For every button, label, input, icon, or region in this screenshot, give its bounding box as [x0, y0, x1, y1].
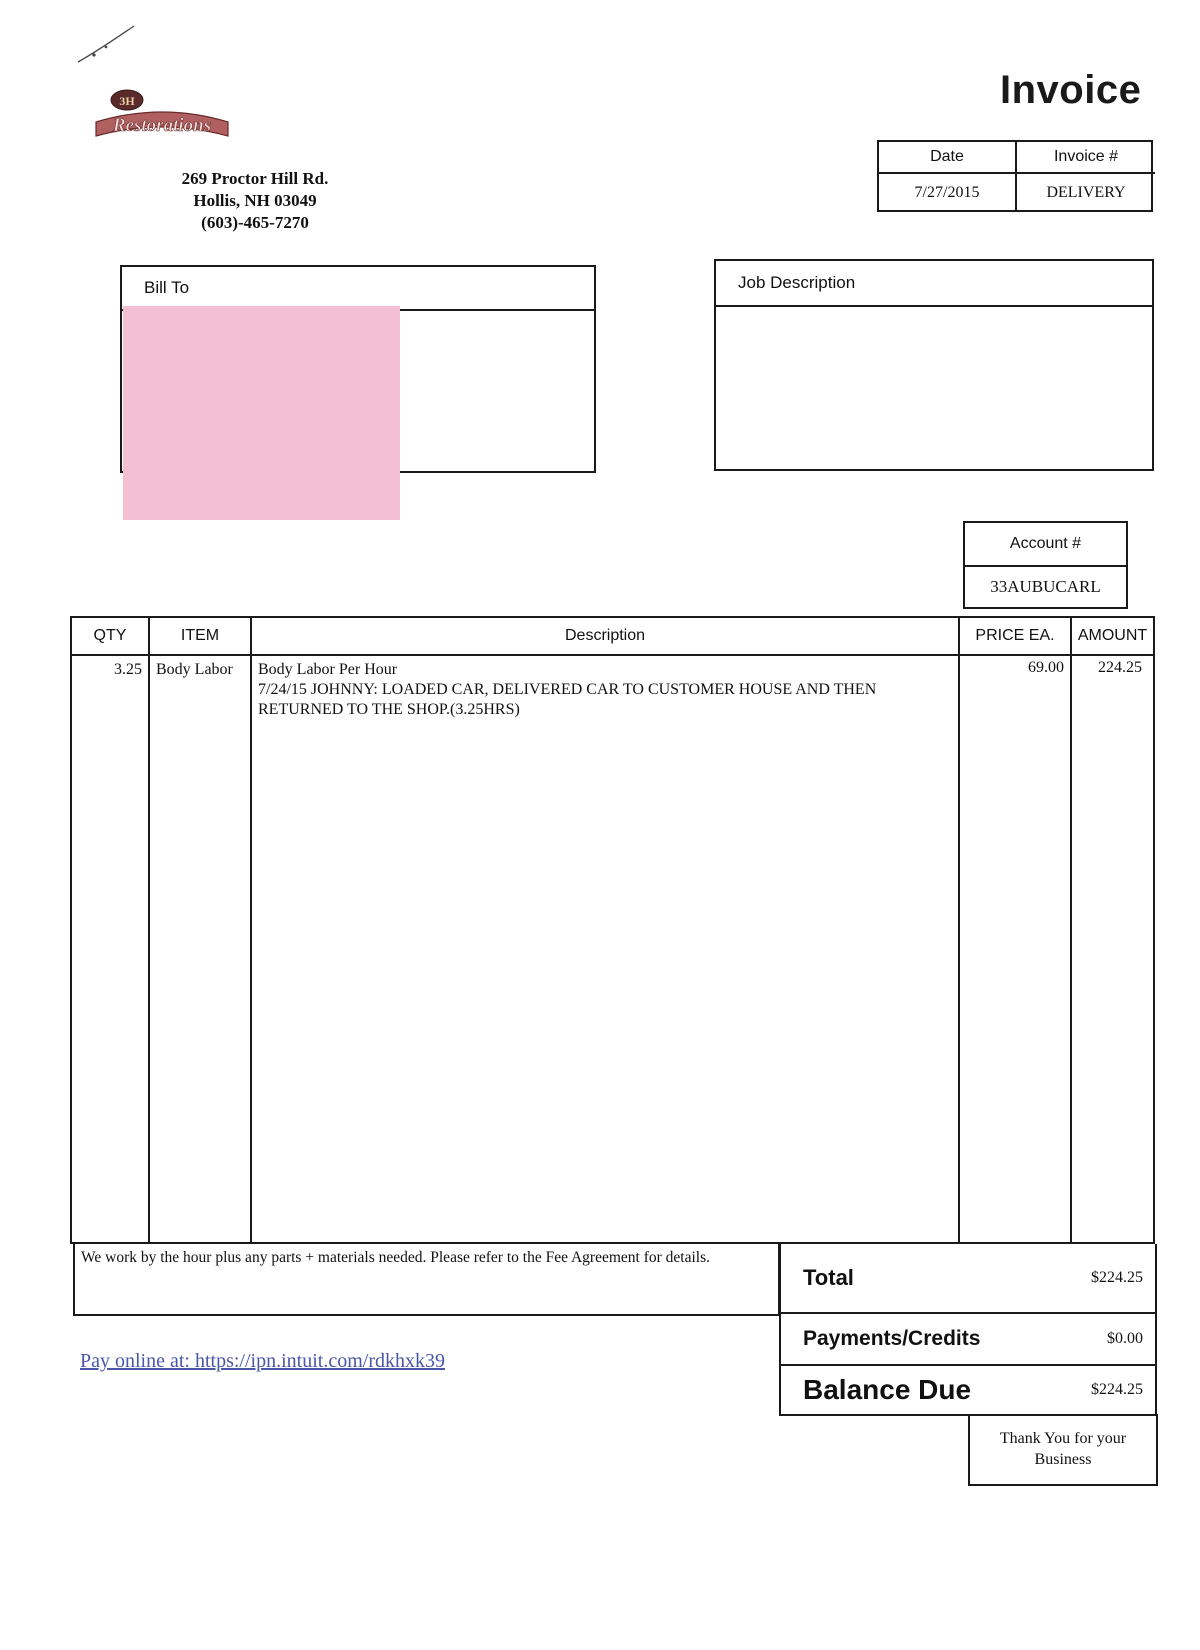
pay-online-link[interactable]: Pay online at: https://ipn.intuit.com/rdkhxk39 — [80, 1350, 445, 1372]
column-header-description: Description — [564, 627, 646, 644]
invoice-number-header: Invoice # — [1017, 142, 1155, 174]
column-divider — [148, 618, 150, 1242]
bill-to-label: Bill To — [122, 267, 594, 311]
description-line: 7/24/15 JOHNNY: LOADED CAR, DELIVERED CAR TO CUSTOMER HOUSE AND THEN — [258, 681, 877, 698]
phone-number: (603)-465-7270 — [201, 213, 309, 232]
line-items-table — [70, 616, 1155, 1244]
svg-text:Restorations: Restorations — [112, 115, 212, 136]
invoice-meta-table — [877, 140, 1153, 212]
total-value: $224.25 — [1091, 1269, 1143, 1286]
job-description-label: Job Description — [716, 261, 1152, 307]
description-line: Body Labor Per Hour — [258, 661, 398, 678]
column-header-qty: QTY — [93, 627, 127, 644]
payments-row — [781, 1314, 1155, 1364]
row-price: 69.00 — [1028, 659, 1064, 676]
column-header-item: ITEM — [180, 627, 220, 644]
job-description-box — [714, 259, 1154, 471]
column-divider — [958, 618, 960, 1242]
column-header-price: PRICE EA. — [975, 627, 1055, 644]
description-line: RETURNED TO THE SHOP.(3.25HRS) — [258, 701, 520, 718]
svg-text:3H: 3H — [119, 94, 135, 108]
row-amount: 224.25 — [1098, 659, 1142, 676]
total-label: Total — [803, 1265, 854, 1290]
column-divider — [1070, 618, 1072, 1242]
payments-label: Payments/Credits — [803, 1327, 981, 1350]
redacted-address — [123, 306, 400, 520]
row-qty: 3.25 — [114, 661, 142, 678]
company-logo — [92, 86, 232, 146]
row-item: Body Labor — [156, 661, 233, 678]
balance-row — [781, 1366, 1155, 1414]
totals-box — [779, 1244, 1157, 1416]
payments-value: $0.00 — [1107, 1330, 1143, 1347]
date-value: 7/27/2015 — [879, 174, 1017, 212]
company-address — [150, 168, 360, 234]
table-header-divider — [72, 654, 1153, 656]
date-header: Date — [879, 142, 1017, 174]
page-title: Invoice — [1000, 68, 1142, 112]
scan-mark — [76, 22, 138, 66]
invoice-number-value: DELIVERY — [1046, 184, 1126, 201]
address-line: 269 Proctor Hill Rd. — [181, 169, 329, 188]
fee-note: We work by the hour plus any parts + materials needed. Please refer to the Fee Agreement for details. — [73, 1244, 780, 1316]
balance-value: $224.25 — [1091, 1381, 1143, 1398]
account-value: 33AUBUCARL — [990, 577, 1101, 596]
column-header-amount: AMOUNT — [1077, 627, 1148, 644]
column-divider — [250, 618, 252, 1242]
account-box — [963, 521, 1128, 609]
row-description — [258, 660, 952, 720]
total-row — [781, 1244, 1155, 1312]
account-label: Account # — [965, 523, 1126, 567]
thank-you-note: Thank You for your Business — [968, 1414, 1158, 1486]
address-line: Hollis, NH 03049 — [193, 191, 317, 210]
balance-label: Balance Due — [803, 1374, 972, 1405]
